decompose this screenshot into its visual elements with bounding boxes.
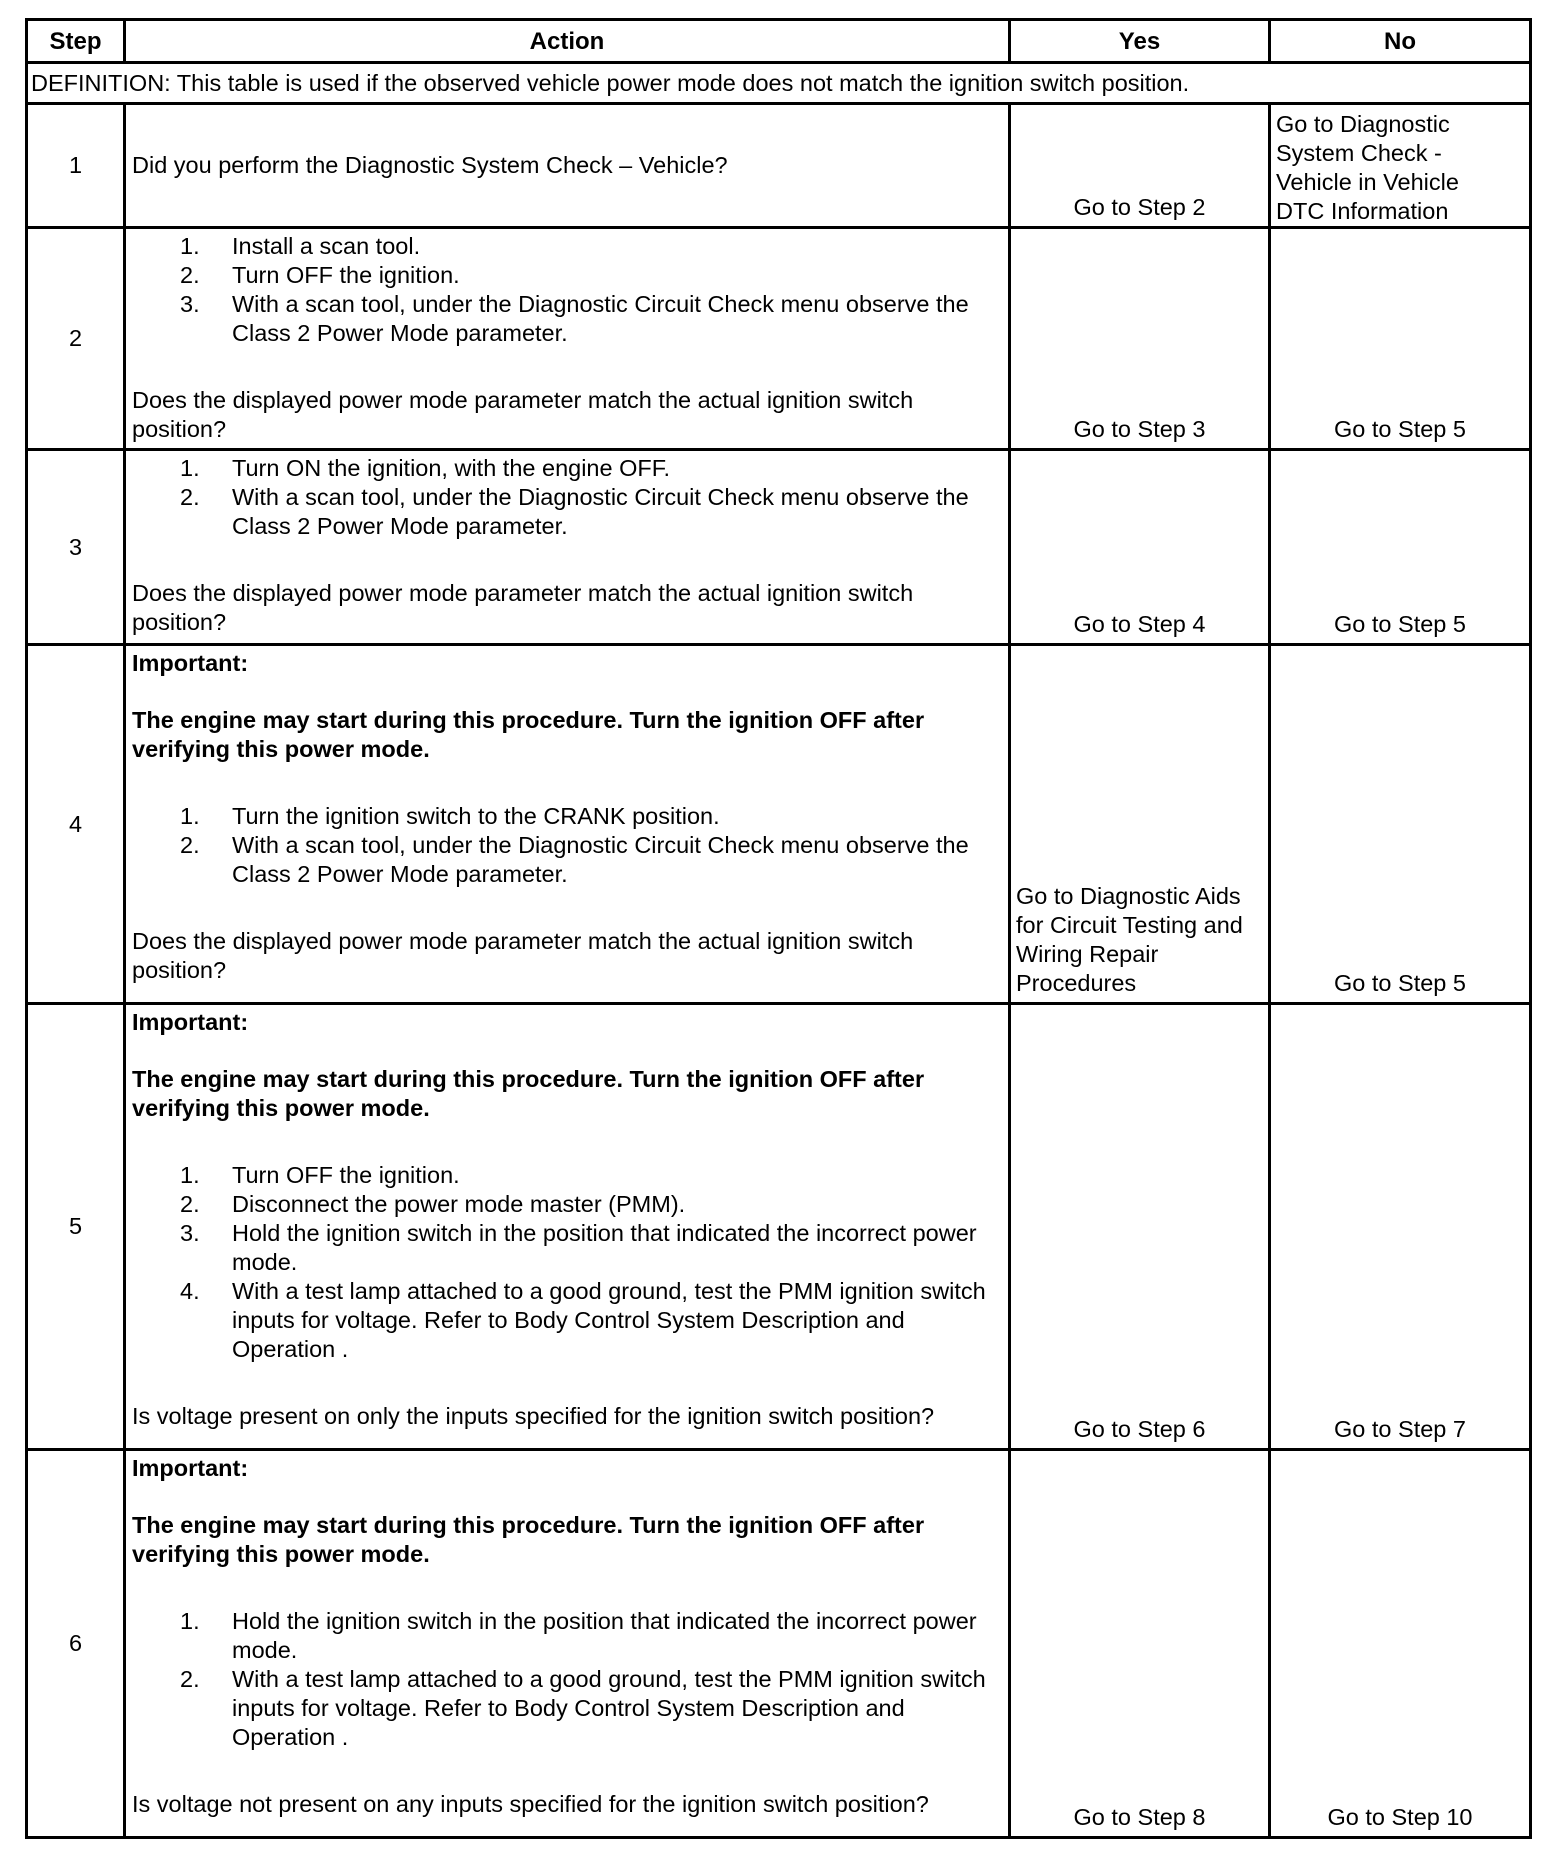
action-cell bbox=[125, 645, 1010, 1004]
instruction-list bbox=[132, 232, 1002, 348]
step-number: 1 bbox=[27, 104, 125, 228]
list-item: 1. Install a scan tool. bbox=[180, 233, 421, 259]
action-cell bbox=[125, 104, 1010, 228]
table-row bbox=[27, 228, 1531, 450]
yes-cell: Go to Step 4 bbox=[1010, 450, 1270, 645]
yes-line: Go to Diagnostic Aids bbox=[1016, 883, 1241, 909]
action-cell bbox=[125, 450, 1010, 645]
warning-note: The engine may start during this procedure. Turn the ignition OFF after verifying this power mode. bbox=[132, 707, 925, 762]
list-item: 2. Turn OFF the ignition. bbox=[180, 262, 460, 288]
instruction-list bbox=[132, 802, 1002, 889]
no-line: Go to Diagnostic bbox=[1276, 111, 1450, 137]
instruction-list bbox=[132, 1607, 1002, 1752]
question-text: Does the displayed power mode parameter match the actual ignition switch position? bbox=[132, 387, 914, 442]
no-line: Vehicle in Vehicle bbox=[1276, 169, 1459, 195]
header-no: No bbox=[1270, 20, 1531, 63]
step-number: 5 bbox=[27, 1004, 125, 1450]
yes-cell bbox=[1010, 645, 1270, 1004]
step-number: 4 bbox=[27, 645, 125, 1004]
yes-line: for Circuit Testing and bbox=[1016, 912, 1243, 938]
question-text: Does the displayed power mode parameter match the actual ignition switch position? bbox=[132, 928, 914, 983]
diagnostic-table bbox=[25, 18, 1532, 1839]
list-item: 1. Turn OFF the ignition. bbox=[180, 1162, 460, 1188]
yes-cell: Go to Step 6 bbox=[1010, 1004, 1270, 1450]
question-text: Did you perform the Diagnostic System Check – Vehicle? bbox=[132, 152, 728, 178]
list-item: 3. Hold the ignition switch in the position that indicated the incorrect power mode. bbox=[180, 1220, 977, 1275]
action-cell bbox=[125, 1004, 1010, 1450]
list-item: 2. With a test lamp attached to a good ground, test the PMM ignition switch inputs for voltage. Refer to Body Control System Description and Operation . bbox=[180, 1666, 986, 1750]
step-number: 3 bbox=[27, 450, 125, 645]
header-row bbox=[27, 20, 1531, 63]
table-row bbox=[27, 1450, 1531, 1838]
no-cell: Go to Step 7 bbox=[1270, 1004, 1531, 1450]
question-text: Is voltage not present on any inputs specified for the ignition switch position? bbox=[132, 1791, 929, 1817]
table-row bbox=[27, 450, 1531, 645]
table-row bbox=[27, 1004, 1531, 1450]
action-cell bbox=[125, 1450, 1010, 1838]
no-cell: Go to Step 5 bbox=[1270, 228, 1531, 450]
yes-line: Wiring Repair bbox=[1016, 941, 1159, 967]
header-yes: Yes bbox=[1010, 20, 1270, 63]
header-action: Action bbox=[125, 20, 1010, 63]
important-label: Important: bbox=[132, 1455, 249, 1481]
yes-cell: Go to Step 2 bbox=[1010, 104, 1270, 228]
list-item: 3. With a scan tool, under the Diagnostic Circuit Check menu observe the Class 2 Power Mode parameter. bbox=[180, 291, 969, 346]
list-item: 2. Disconnect the power mode master (PMM). bbox=[180, 1191, 686, 1217]
action-cell bbox=[125, 228, 1010, 450]
header-step: Step bbox=[27, 20, 125, 63]
question-text: Is voltage present on only the inputs specified for the ignition switch position? bbox=[132, 1403, 935, 1429]
list-item: 1. Turn the ignition switch to the CRANK position. bbox=[180, 803, 720, 829]
yes-cell: Go to Step 8 bbox=[1010, 1450, 1270, 1838]
no-cell: Go to Step 5 bbox=[1270, 645, 1531, 1004]
step-number: 2 bbox=[27, 228, 125, 450]
yes-line: Procedures bbox=[1016, 970, 1137, 996]
instruction-list bbox=[132, 1161, 1002, 1364]
no-cell bbox=[1270, 104, 1531, 228]
definition-text: DEFINITION: This table is used if the observed vehicle power mode does not match the ignition switch position. bbox=[27, 63, 1531, 104]
important-label: Important: bbox=[132, 1009, 249, 1035]
step-number: 6 bbox=[27, 1450, 125, 1838]
list-item: 1. Turn ON the ignition, with the engine OFF. bbox=[180, 455, 671, 481]
no-cell: Go to Step 5 bbox=[1270, 450, 1531, 645]
no-line: DTC Information bbox=[1276, 198, 1449, 224]
table-row bbox=[27, 104, 1531, 228]
warning-note: The engine may start during this procedure. Turn the ignition OFF after verifying this power mode. bbox=[132, 1066, 925, 1121]
table-row bbox=[27, 645, 1531, 1004]
list-item: 4. With a test lamp attached to a good ground, test the PMM ignition switch inputs for voltage. Refer to Body Control System Description and Operation . bbox=[180, 1278, 986, 1362]
instruction-list bbox=[132, 454, 1002, 541]
warning-note: The engine may start during this procedure. Turn the ignition OFF after verifying this power mode. bbox=[132, 1512, 925, 1567]
list-item: 1. Hold the ignition switch in the position that indicated the incorrect power mode. bbox=[180, 1608, 977, 1663]
list-item: 2. With a scan tool, under the Diagnostic Circuit Check menu observe the Class 2 Power Mode parameter. bbox=[180, 484, 969, 539]
list-item: 2. With a scan tool, under the Diagnostic Circuit Check menu observe the Class 2 Power Mode parameter. bbox=[180, 832, 969, 887]
question-text: Does the displayed power mode parameter match the actual ignition switch position? bbox=[132, 580, 914, 635]
no-line: System Check - bbox=[1276, 140, 1442, 166]
yes-cell: Go to Step 3 bbox=[1010, 228, 1270, 450]
no-cell: Go to Step 10 bbox=[1270, 1450, 1531, 1838]
important-label: Important: bbox=[132, 650, 249, 676]
definition-row bbox=[27, 63, 1531, 104]
